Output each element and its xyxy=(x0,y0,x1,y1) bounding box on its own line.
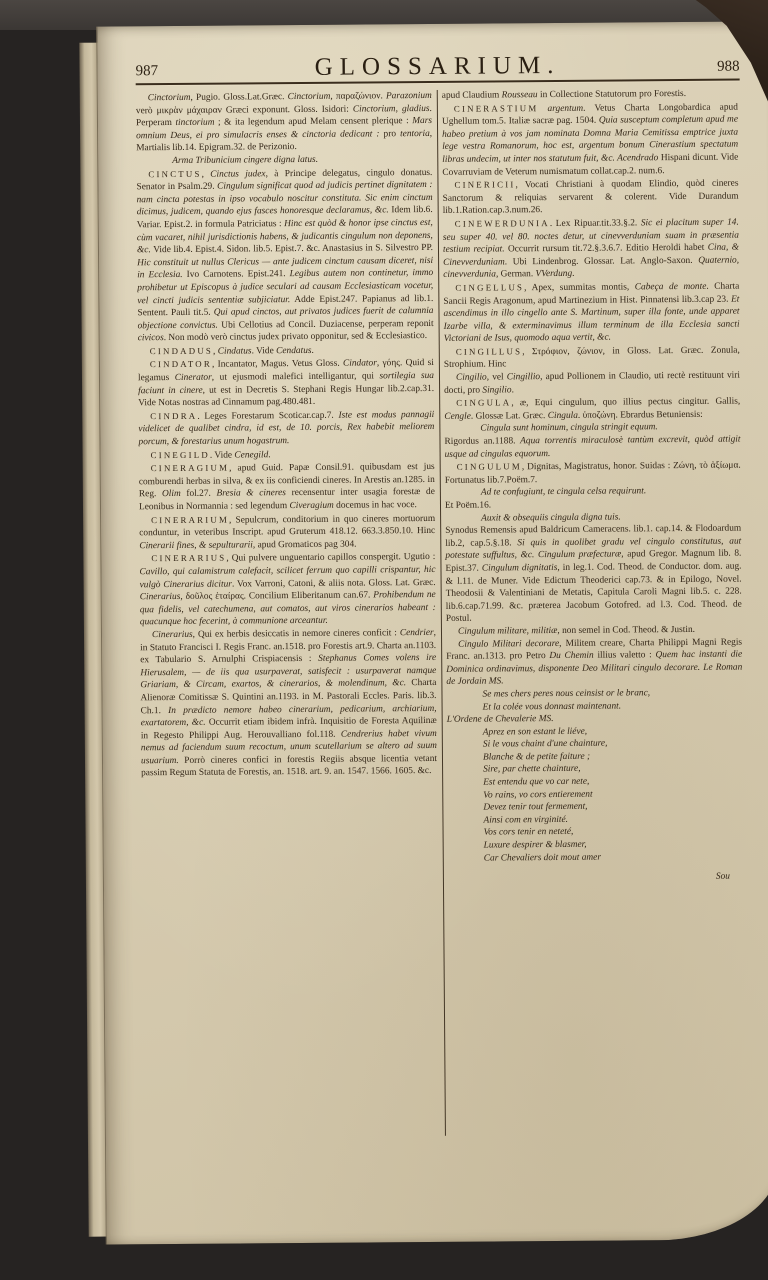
paragraph: Ainsi com en virginité. xyxy=(483,814,569,826)
book-scan xyxy=(79,21,768,1244)
entry-headword: CINGILLUS xyxy=(455,346,523,357)
text-column-left xyxy=(136,90,440,1138)
paragraph: CINERASTIUM argentum. Vetus Charta Longobardica apud Ughellum tom.5. Italiæ sacræ pag. 1504. Quia susceptum completum apud me habeo pretium à vos jam nominata Domna Maria Cemitissa emptrice juxta lege vestra Romanorum, hoc est, argentum bonum Cinerastium spectatum libras undecim, ut inter nos statutum fuit, &c. Acendrado Hispani dicunt. Vide Covarruviam de Veterum numismatum collat.cap.2. num.6. xyxy=(441,102,739,178)
paragraph: CINEGILD. Vide Cenegild. xyxy=(150,449,271,461)
entry-headword: CINDATOR xyxy=(149,359,212,370)
paragraph: Cinerarius, Qui ex herbis desiccatis in nemore cineres conficit : Cendrier, in Statuto Francisci I. Regis Franc. an.1518. pro Forestis art.9. Charta an.1103. ex Tabulario S. Arnulphi Crispiacensis : Stephanus Comes volens ire Hierusalem, — de iis qua usurpaverat, satisfecit : usurpaverat namque Griariam, & Circam, exartos, & cinerarios, & molendinum, &c. Charta Alienoræ Comitissæ S. Quintini an.1193. in M. Pastorali Eccles. Paris. lib.3. Ch.1. In prædicto nemore habeo cinerarium, pedicarium, archiarium, exartatorem, &c. Occurrit etiam ibidem infrà. Inquisitio de Foresta Aquilinæ in Regesto Philippi Aug. Herouvalliano fol.118. Cendrerius habet vivum nemus ad faciendum suum recoctum, unum scutellarium se altero ad suum usuarium. Porrò cineres confici in forestis Regiis absque licentia vetant passim Regum Statuta de Forestis, an. 1518. art. 9. an. 1547. 1566. 1605. &c. xyxy=(140,627,438,779)
entry-headword: CINDADUS xyxy=(149,345,214,357)
catchword: Sou xyxy=(715,871,730,882)
entry-headword: CINGULUM xyxy=(456,461,522,472)
paragraph: Est entendu que vo car nete, xyxy=(483,776,590,788)
page-content xyxy=(135,52,748,1225)
text-column-right xyxy=(442,88,746,1136)
paragraph: Et Poëm.16. xyxy=(444,500,492,511)
entry-headword: CINEWERDUNIA xyxy=(454,217,550,229)
paragraph: CINDATOR, Incantator, Magus. Vetus Gloss. Cindator, γόης. Quid si legamus Cinerator, ut ejusmodi malefici intelligantur, qui sortilegia sua faciunt in cinere, ut est in Decretis S. Stephani Regis Hungar lib.2.cap.31. Vide Notas nostras ad Cinnamum pag.480.481. xyxy=(137,358,435,409)
entry-headword: CINGULA xyxy=(456,397,512,409)
paragraph: L'Ordene de Chevalerie MS. xyxy=(446,714,554,725)
paragraph: Si le vous chaint d'une chainture, xyxy=(482,738,608,750)
paragraph: CINEWERDUNIA. Lex Ripuar.tit.33.§.2. Sic ei placitum super 14. seu super 40. vel 80. noctes detur, ut cinevverduniam suam in præsentia testium recipiat. Occurrit rursum tit.72.§.3.6.7. Editio Heroldi habet Cina, & Cinevverduniam. Ubi Lindenbrog. Glossar. Lat. Anglo-Saxon. Quaternio, cinevverdunia, German. VVerdung. xyxy=(442,217,740,281)
paragraph: CINDRA. Leges Forestarum Scoticar.cap.7. Iste est modus pannagii videlicet de qualibet cindra, id est, de 10. porcis, Rex habebit meliorem porcum, & forestarius unum hogastrum. xyxy=(138,409,435,448)
paragraph: Cingulum militare, militiæ, non semel in Cod. Theod. & Justin. xyxy=(457,624,696,637)
paragraph: Devez tenir tout fermement, xyxy=(483,802,588,813)
text-columns xyxy=(136,88,748,1139)
book-page xyxy=(97,21,768,1244)
paragraph: Synodus Remensis apud Baldricum Cameracens. lib.1. cap.14. & Flodoardum lib.2, cap.5.§.18. Si quis in quolibet gradu vel cingulo constitutus, aut potestate suffultus, &c. Cingulum præfecturæ, apud Gregor. Magnum lib. 8. Epist.37. Cingulum dignitatis, in leg.1. Cod. Theod. de Conductor. dom. aug. & l.11. de Muner. Vide Edictum Theoderici cap.73. & in Epilogo, Novel. Theodosii & Valentiniani de Metatis, Capitula Caroli Magni lib.5. c. 228. lib.6.cap.71.99. &c. præterea Jacobum Gotofred. ad l.3. Cod. Theod. de Postul. xyxy=(445,523,742,625)
entry-headword: CINERAGIUM xyxy=(150,462,230,474)
entry-headword: CINDRA xyxy=(150,410,198,422)
page-number-right: 988 xyxy=(716,58,740,75)
paragraph: Rigordus an.1188. Aqua torrentis miraculosè tantùm excrevit, quòd attigit usque ad cingulas equorum. xyxy=(444,434,741,460)
paragraph: CINDADUS, Cindatus. Vide Cendatus. xyxy=(149,345,314,357)
paragraph: Vos cors tenir en neteté, xyxy=(483,827,574,839)
paragraph: Sire, par chette chainture, xyxy=(483,764,581,776)
paragraph: CINGULA, æ, Equi cingulum, quo illius pectus cingitur. Gallis, Cengle. Glossæ Lat. Græc. Cingula. ὑποζώνη. Ebrardus Betuniensis: xyxy=(444,396,741,422)
paragraph: Luxure despirer & blasmer, xyxy=(483,839,587,851)
entry-headword: CINCTUS xyxy=(148,168,202,179)
paragraph: CINCTUS, Cinctus judex, à Principe delegatus, cingulo donatus. Senator in Psalm.29. Cingulum significat quod ad judicis pertinet dignitatem : nam cincta potestas in ipso vocabulo noscitur constituta. Sic enim cinctum dicimus, judicem, quando ejus fasces honoresque declaramus, &c. Idem lib.6. Variar. Epist.2. in formula Patriciatus : Hinc est quòd & honor ipse cinctus est, cùm vacaret, nihil jurisdictionis habens, & judicantis cingulum non deponens, &c. Vide lib.4. Epist.4. Sidon. lib.5. Epist.7. &c. Anastasius in S. Silvestro PP. Hic constituit ut nullus Clericus — ante judicem cinctum causam diceret, nisi in Ecclesia. Ivo Carnotens. Epist.241. Legibus autem non continetur, immo prohibetur ut Episcopus à judice seculari ad causam Ecclesiasticam vocetur, vel cincti judicis sententiæ subjiciatur. Adde Epist.247. Papianus ad lib.1. Sentent. Pauli tit.5. Qui apud cinctos, aut privatos judices fuerit de calumnia objectione convictus. Ubi Cellotius ad Concil. Duziacense, perperam reponit civicos. Non modò verò cinctus judex privato opponitur, sed & Ecclesiastico. xyxy=(136,167,434,344)
paragraph: CINERARIUM, Sepulcrum, conditorium in quo cineres mortuorum conduntur, in veteribus Inscript. apud Gruterum 418.12. 663.3.850.10. Hinc Cinerarii fines, & sepulturarii, apud Gromaticos pag 304. xyxy=(139,513,436,552)
paragraph: Cingula sunt hominum, cingula stringit equum. xyxy=(480,422,658,435)
paragraph: Cingilio, vel Cingillio, apud Pollionem in Claudio, uti rectè restituunt viri docti, pro Singilio. xyxy=(444,370,741,396)
paragraph: apud Claudium Rousseau in Collectione Statutorum pro Forestis. xyxy=(441,88,687,101)
paragraph: Car Chevaliers doit mout amer xyxy=(483,852,601,864)
entry-headword: CINERARIUM xyxy=(151,514,230,525)
page-header xyxy=(135,52,739,82)
paragraph: CINGULUM, Dignitas, Magistratus, honor. Suidas : Ζώνη, τὸ ἀξίωμα. Fortunatus lib.7.Poëm.7. xyxy=(444,460,741,486)
paragraph: CINERAGIUM, apud Guid. Papæ Consil.91. quibusdam est jus comburendi herbas in silva, & ex iis conficiendi cineres. In Arestis an.1285. in Reg. Olim fol.27. Bresia & cineres recensentur inter usagia forestæ de Leonibus in Normannia : sed legendum Civeragium docemus in hac voce. xyxy=(138,462,435,513)
paragraph: CINERICII, Vocati Christiani à quodam Elindio, quòd cineres Sanctorum & reliquias servarent & colerent. Vide Durandum lib.1.Ration.cap.3.num.26. xyxy=(442,178,739,217)
entry-headword: CINERARIUS xyxy=(151,552,227,564)
paragraph: Se mes chers peres nous ceinsist or le branc, xyxy=(482,688,651,700)
entry-headword: CINEGILD xyxy=(150,449,210,460)
paragraph: CINERARIUS, Qui pulvere unguentario capillos conspergit. Ugutio : Cavillo, qui calamistrum calefacit, scilicet ferrum quo capilli crispantur, hic vulgò Cinerarius dicitur. Vox Varroni, Catoni, & aliis nota. Gloss. Lat. Græc. Cinerarius, δοῦλος ἑταίρας. Concilium Eliberitanum can.67. Prohibendum ne qua fidelis, vel catechumena, aut comatos, aut viros cinerarios habeant : quacunque hoc fecerint, à communione arceantur. xyxy=(139,552,436,628)
entry-headword: CINERICII xyxy=(454,179,516,190)
paragraph: Ad te confugiunt, te cingula celsa requirunt. xyxy=(480,486,647,498)
entry-headword: CINGELLUS xyxy=(455,282,525,293)
paragraph: Auxit & obsequiis cingula digna tuis. xyxy=(481,512,621,524)
paragraph: CINGELLUS, Apex, summitas montis, Cabeça de monte. Charta Sancii Regis Aragonum, apud Martinezium in Hist. Pinnatensi lib.3.cap 23. Et ascendimus in illo cingello ante S. Martinum, super illa fonte, unde apparet Izarbe villa, & exterminavimus illum terminum de illa Ecclesia sancti Victoriani de Isus, quomodo aqua vertit, &c. xyxy=(443,281,740,345)
paragraph: Cinctorium, Pugio. Gloss.Lat.Græc. Cinctorium, παραζώνιον. Parazonium verò μικρὰν μάχαιραν Græci exponunt. Gloss. Isidori: Cinctorium, gladius. Perperam tinctorium ; & ita legendum apud Melam censent plerique : Mars omnium Deus, ei pro simulacris enses & cinctoria dedicant : pro tentoria, Martialis lib.14. Epigram.32. de Perizonio. xyxy=(135,90,433,154)
paragraph: Arma Tribunicium cingere digna latus. xyxy=(172,154,319,166)
paragraph: Et la colée vous donnast maintenant. xyxy=(482,700,622,713)
paragraph: Blanche & de petite faiture ; xyxy=(482,751,591,763)
paragraph: Vo rains, vo cors entierement xyxy=(483,789,593,801)
entry-headword: CINERASTIUM xyxy=(453,102,539,114)
paragraph: CINGILLUS, Στρόφιον, ζώνιον, in Gloss. Lat. Græc. Zonula, Strophium. Hinc xyxy=(443,345,740,371)
paragraph: Cingulo Militari decorare, Militem creare, Charta Philippi Magni Regis Franc. an.1313. pro Petro Du Chemin illius valetto : Quem hac instanti die Dominica ordinavimus, disponente Deo Militari cingulo decorare. Le Roman de Jordain MS. xyxy=(446,637,743,688)
paragraph: Aprez en son estant le liéve, xyxy=(482,726,588,738)
glossarium-title: GLOSSARIUM. xyxy=(314,51,561,81)
page-number-left: 987 xyxy=(135,63,159,80)
